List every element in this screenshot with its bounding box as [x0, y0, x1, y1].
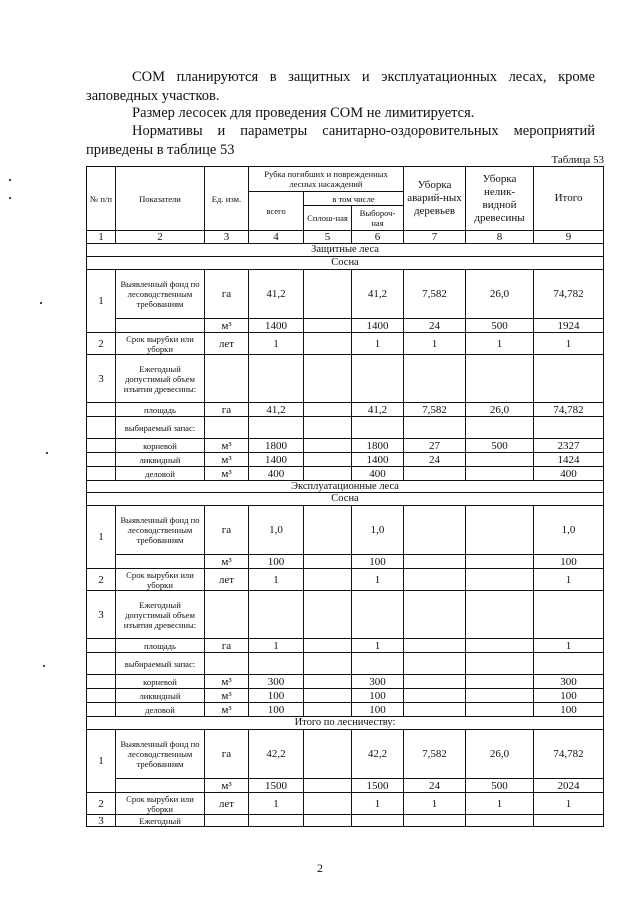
col-num-1: 1 — [87, 231, 116, 244]
table-row: ликвидный м³ 1400 1400 24 1424 — [87, 453, 604, 467]
table-row: м³ 1500 1500 24 500 2024 — [87, 779, 604, 793]
header-indicators: Показатели — [116, 167, 205, 231]
table-row: м³ 100 100 100 — [87, 555, 604, 569]
section-pine-1: Сосна — [87, 257, 604, 270]
table-row: корневой м³ 300 300 300 — [87, 675, 604, 689]
section-total: Итого по лесничеству: — [87, 717, 604, 730]
table-row: 3 Ежегодный допустимый объем изъятия древесины: — [87, 591, 604, 639]
scan-speck — [43, 665, 45, 667]
table-row: корневой м³ 1800 1800 27 500 2327 — [87, 439, 604, 453]
header-sum: Итого — [534, 167, 604, 231]
col-num-8: 8 — [466, 231, 534, 244]
section-exploit: Эксплуатационные леса — [87, 481, 604, 493]
header-row-1 — [87, 167, 604, 192]
header-selective: Выбороч-ная — [352, 206, 404, 231]
header-num: № п/п — [87, 167, 116, 231]
table-row: 3 Ежегодный — [87, 815, 604, 827]
label-annual: Ежегодный допустимый объем изъятия древесины: — [116, 355, 205, 403]
col-num-2: 2 — [116, 231, 205, 244]
label-fund: Выявленный фонд по лесоводственным требованиям — [116, 270, 205, 319]
table-row: 1 Выявленный фонд по лесоводственным требованиям га 42,2 42,2 7,582 26,0 74,782 — [87, 730, 604, 779]
table-row: 3 Ежегодный допустимый объем изъятия древесины: — [87, 355, 604, 403]
table-caption: Таблица 53 — [551, 154, 604, 166]
scan-speck — [40, 302, 42, 304]
header-total: всего — [249, 192, 304, 231]
col-num-7: 7 — [404, 231, 466, 244]
sanitary-measures-table — [86, 166, 604, 827]
paragraph-3: Нормативы и параметры санитарно-оздоровительных мероприятий приведены в таблице 53 — [86, 123, 595, 158]
col-num-6: 6 — [352, 231, 404, 244]
header-clear: Сплош-ная — [304, 206, 352, 231]
paragraph-1: СОМ планируются в защитных и эксплуатационных лесах, кроме заповедных участков. — [86, 69, 595, 104]
table-row: площадь га 41,2 41,2 7,582 26,0 74,782 — [87, 403, 604, 417]
table-row: 2 Срок вырубки или уборки лет 1 1 1 1 1 — [87, 793, 604, 815]
header-nonliquid: Уборка нелик-видной древесины — [466, 167, 534, 231]
table-row: деловой м³ 100 100 100 — [87, 703, 604, 717]
col-num-4: 4 — [249, 231, 304, 244]
table-row: площадь га 1 1 1 — [87, 639, 604, 653]
table-row: ликвидный м³ 100 100 100 — [87, 689, 604, 703]
paragraph-2: Размер лесосек для проведения СОМ не лимитируется. — [132, 105, 475, 121]
column-numbers-row — [87, 231, 604, 244]
section-protective: Защитные леса — [87, 244, 604, 257]
scan-speck — [9, 179, 11, 181]
page-number: 2 — [317, 861, 323, 875]
header-unit: Ед. изм. — [205, 167, 249, 231]
header-emergency: Уборка аварий-ных деревьев — [404, 167, 466, 231]
table-row: деловой м³ 400 400 400 — [87, 467, 604, 481]
section-pine-2: Сосна — [87, 493, 604, 506]
table-row: 2 Срок вырубки или уборки лет 1 1 1 — [87, 569, 604, 591]
table-row: 1 Выявленный фонд по лесоводственным требованиям га 1,0 1,0 1,0 — [87, 506, 604, 555]
col-num-9: 9 — [534, 231, 604, 244]
scan-speck — [46, 452, 48, 454]
scan-speck — [9, 197, 11, 199]
header-felling-group: Рубка погибших и поврежденных лесных насаждений — [249, 167, 404, 192]
table-row: выбираемый запас: — [87, 653, 604, 675]
table-row: выбираемый запас: — [87, 417, 604, 439]
header-incl: в том числе — [304, 192, 404, 206]
col-num-5: 5 — [304, 231, 352, 244]
label-term: Срок вырубки или уборки — [116, 333, 205, 355]
table-row: м³ 1400 1400 24 500 1924 — [87, 319, 604, 333]
table-row: 2 Срок вырубки или уборки лет 1 1 1 1 1 — [87, 333, 604, 355]
table-row: 1 Выявленный фонд по лесоводственным требованиям га 41,2 41,2 7,582 26,0 74,782 — [87, 270, 604, 319]
col-num-3: 3 — [205, 231, 249, 244]
